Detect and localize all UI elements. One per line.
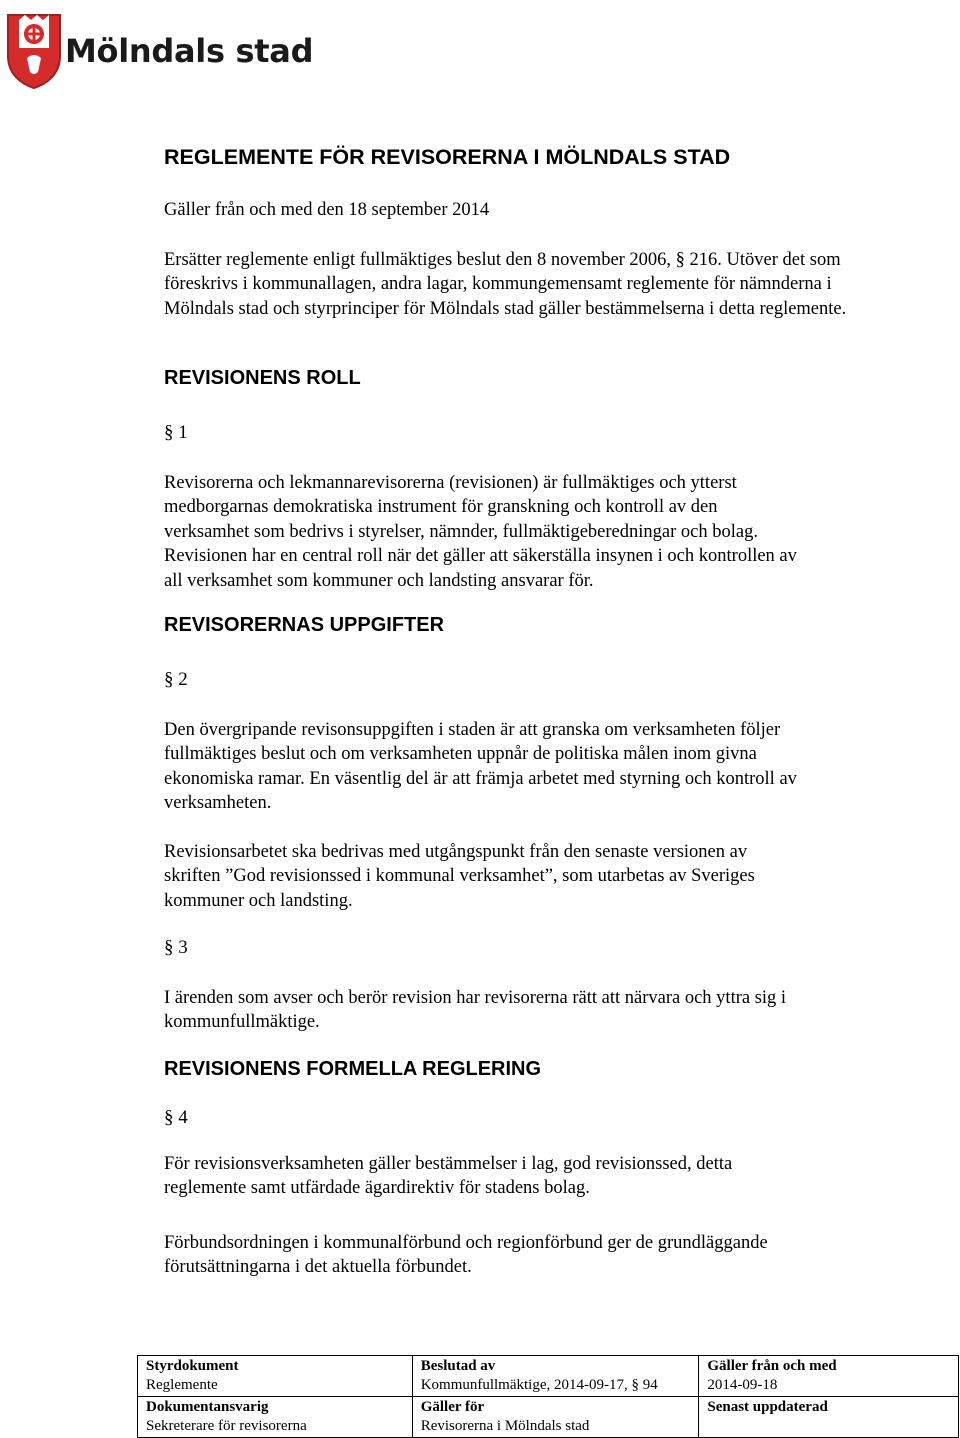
text-line: medborgarnas demokratiska instrument för granskning och kontroll av den xyxy=(164,497,718,518)
table-cell xyxy=(138,1356,413,1397)
text-line: Revisionsarbetet ska bedrivas med utgångspunkt från den senaste versionen av xyxy=(164,842,748,862)
field-value: Sekreterare för revisorerna xyxy=(146,1418,307,1434)
table-cell xyxy=(412,1397,699,1438)
molndal-coat-of-arms-icon xyxy=(5,12,63,90)
text-line: I ärenden som avser och berör revision har revisorerna rätt att närvara och yttra sig i xyxy=(164,988,787,1008)
field-label: Gäller från och med xyxy=(707,1358,837,1374)
text-line: För revisionsverksamheten gäller bestämmelser i lag, god revisionssed, detta xyxy=(164,1154,733,1174)
paragraph xyxy=(164,1152,954,1201)
table-cell xyxy=(699,1397,959,1438)
text-line: ekonomiska ramar. En väsentlig del är att främja arbetet med styrning och kontroll av xyxy=(164,768,797,789)
text-line: kommuner och landsting. xyxy=(164,890,353,911)
field-label: Gäller för xyxy=(420,1399,485,1415)
header-logo xyxy=(5,12,313,90)
valid-from-text: Gäller från och med den 18 september 2014 xyxy=(164,200,490,220)
text-line: kommunfullmäktige. xyxy=(164,1012,320,1033)
text-line: Förbundsordningen i kommunalförbund och regionförbund ger de grundläggande xyxy=(164,1233,768,1253)
field-label: Dokumentansvarig xyxy=(146,1399,269,1415)
paragraph xyxy=(164,471,954,593)
text-line: fullmäktiges beslut och om verksamheten uppnår de politiska målen inom givna xyxy=(164,744,757,765)
field-value: Kommunfullmäktige, 2014-09-17, § 94 xyxy=(420,1377,658,1393)
text-line: förutsättningarna i det aktuella förbundet. xyxy=(164,1257,472,1278)
paragraph xyxy=(164,718,954,816)
section-number: § 3 xyxy=(164,937,188,958)
text-line: verksamhet som bedrivs i styrelser, nämnder, fullmäktigeberedningar och bolag. xyxy=(164,521,758,542)
section-number: § 2 xyxy=(164,669,188,690)
heading-revisionens-formella-reglering: REVISIONENS FORMELLA REGLERING xyxy=(164,1058,542,1080)
table-cell xyxy=(412,1356,699,1397)
section-number: § 1 xyxy=(164,422,188,443)
field-value: Reglemente xyxy=(146,1377,218,1393)
paragraph xyxy=(164,840,954,913)
heading-revisionens-roll: REVISIONENS ROLL xyxy=(164,367,361,389)
text-line: Revisorerna och lekmannarevisorerna (revisionen) är fullmäktiges och ytterst xyxy=(164,473,737,493)
text-line: Revisionen har en central roll när det gäller att säkerställa insynen i och kontrollen av xyxy=(164,546,797,567)
document-title: REGLEMENTE FÖR REVISORERNA I MÖLNDALS STAD xyxy=(164,145,731,169)
text-line: verksamheten. xyxy=(164,793,272,814)
paragraph xyxy=(164,986,954,1035)
text-line: reglemente samt utfärdade ägardirektiv för stadens bolag. xyxy=(164,1178,590,1199)
table-cell xyxy=(699,1356,959,1397)
text-line: föreskrivs i kommunallagen, andra lagar, kommungemensamt reglemente för nämnderna i xyxy=(164,274,832,295)
field-value: Revisorerna i Mölndals stad xyxy=(420,1418,590,1434)
paragraph xyxy=(164,1231,954,1280)
text-line: Mölndals stad och styrprinciper för Mölndals stad gäller bestämmelserna i detta reglemente. xyxy=(164,298,847,319)
intro-paragraph xyxy=(164,248,954,321)
text-line: skriften ”God revisionssed i kommunal verksamhet”, som utarbetas av Sveriges xyxy=(164,866,755,887)
heading-revisorernas-uppgifter: REVISORERNAS UPPGIFTER xyxy=(164,614,445,636)
document-info-table xyxy=(137,1355,959,1438)
table-cell xyxy=(138,1397,413,1438)
text-line: all verksamhet som kommuner och landsting ansvarar för. xyxy=(164,570,594,591)
text-line: Ersätter reglemente enligt fullmäktiges beslut den 8 november 2006, § 216. Utöver det som xyxy=(164,250,841,270)
table-row xyxy=(138,1356,959,1397)
field-label: Beslutad av xyxy=(420,1358,496,1374)
field-label: Styrdokument xyxy=(146,1358,239,1374)
field-label: Senast uppdaterad xyxy=(707,1399,828,1415)
section-number: § 4 xyxy=(164,1107,188,1128)
text-line: Den övergripande revisonsuppgiften i staden är att granska om verksamheten följer xyxy=(164,720,781,740)
logo-text: Mölndals stad xyxy=(65,32,314,70)
table-row xyxy=(138,1397,959,1438)
field-value: 2014-09-18 xyxy=(707,1377,778,1393)
